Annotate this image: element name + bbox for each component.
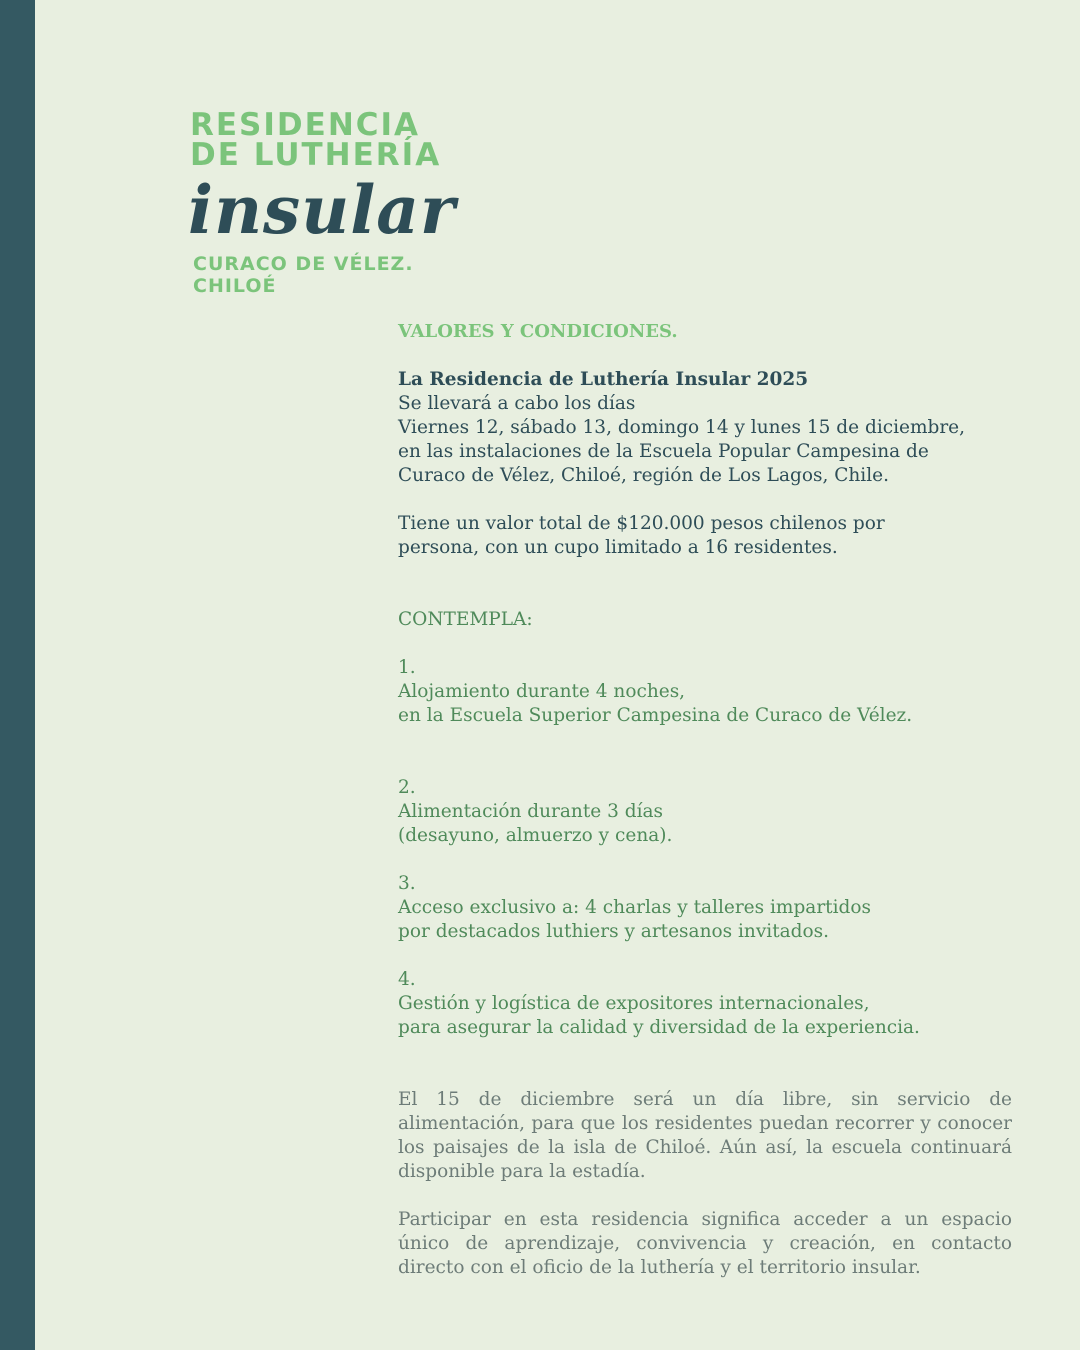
contempla-heading: CONTEMPLA: (398, 609, 533, 630)
intro-line: Viernes 12, sábado 13, domingo 14 y lunes 15 de diciembre, (398, 417, 966, 438)
item-line: Alimentación durante 3 días (398, 801, 664, 822)
content-column (398, 320, 1012, 1280)
price-line: Tiene un valor total de $120.000 pesos chilenos por (398, 513, 885, 534)
intro-title: La Residencia de Luthería Insular 2025 (398, 369, 809, 390)
item-number: 3. (398, 873, 416, 894)
script-title: insular (188, 171, 456, 249)
closing-note: Participar en esta residencia significa acceder a un espacio único de aprendizaje, convivencia y creación, en contacto directo con el oficio de la luthería y el territorio insular. (398, 1209, 1012, 1278)
section-heading: VALORES Y CONDICIONES. (398, 321, 678, 342)
item-number: 2. (398, 777, 416, 798)
item-line: para asegurar la calidad y diversidad de la experiencia. (398, 1017, 920, 1038)
title-line-1: RESIDENCIA (190, 107, 421, 143)
item-line: Acceso exclusivo a: 4 charlas y talleres impartidos (398, 897, 872, 918)
intro-line: Curaco de Vélez, Chiloé, región de Los Lagos, Chile. (398, 465, 889, 486)
list-item (398, 968, 1012, 1040)
price-paragraph (398, 512, 1012, 560)
title-line-2: DE LUTHERÍA (190, 137, 442, 173)
free-day-note: El 15 de diciembre será un día libre, sin servicio de alimentación, para que los residentes puedan recorrer y conocer los paisajes de la isla de Chiloé. Aún así, la escuela continuará disponible para la estadía. (398, 1089, 1012, 1182)
intro-line: en las instalaciones de la Escuela Popular Campesina de (398, 441, 929, 462)
price-line: persona, con un cupo limitado a 16 residentes. (398, 537, 838, 558)
location (193, 253, 414, 297)
item-line: por destacados luthiers y artesanos invitados. (398, 921, 830, 942)
location-line-1: CURACO DE VÉLEZ. (193, 253, 414, 275)
item-line: Gestión y logística de expositores internacionales, (398, 993, 870, 1014)
intro-line: Se llevará a cabo los días (398, 393, 636, 414)
location-line-2: CHILOÉ (193, 275, 277, 297)
list-item (398, 656, 1012, 728)
list-item (398, 872, 1012, 944)
item-number: 4. (398, 969, 416, 990)
item-number: 1. (398, 657, 416, 678)
item-line: en la Escuela Superior Campesina de Curaco de Vélez. (398, 705, 913, 726)
list-item (398, 776, 1012, 848)
item-line: Alojamiento durante 4 noches, (398, 681, 686, 702)
item-line: (desayuno, almuerzo y cena). (398, 825, 673, 846)
intro-paragraph (398, 368, 1012, 488)
left-accent-bar (0, 0, 35, 1350)
